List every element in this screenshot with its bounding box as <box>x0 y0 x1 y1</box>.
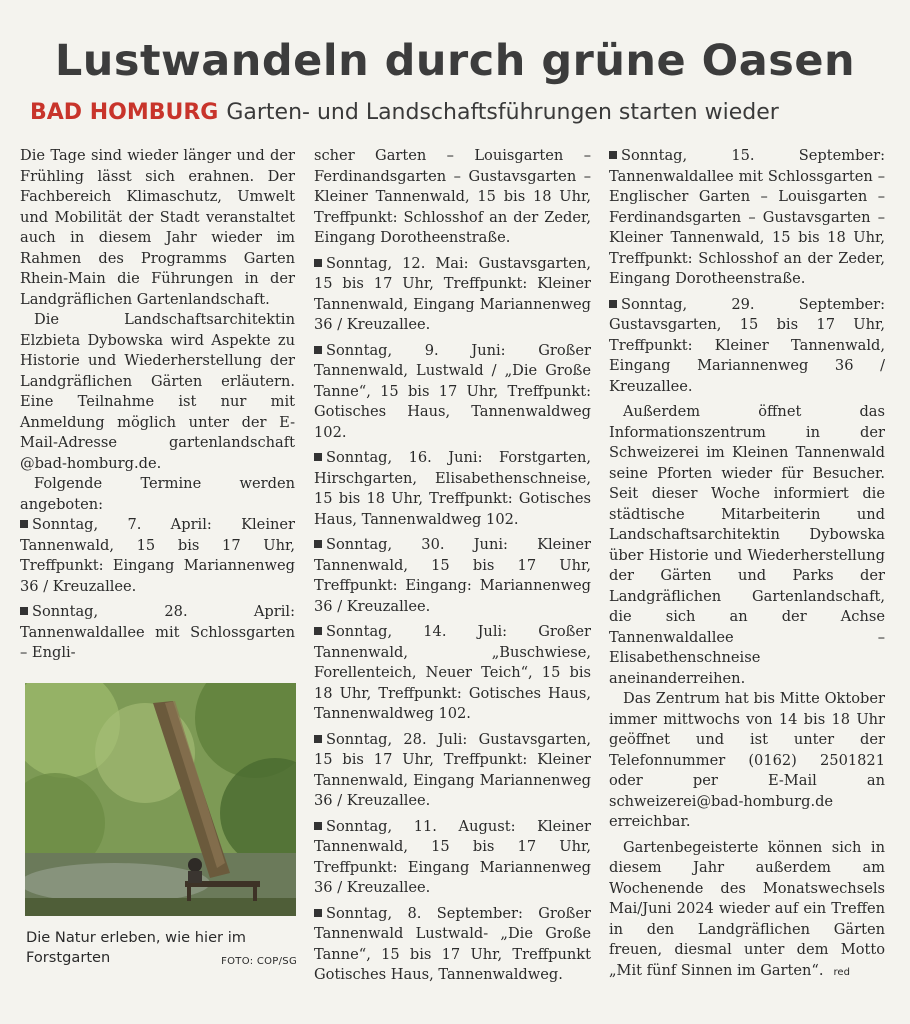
appointment-item <box>20 515 295 597</box>
subheadline-row <box>30 100 890 125</box>
appointment-text: Sonntag, 7. April: Kleiner Tannenwald, 15 bis 17 Uhr, Treffpunkt: Eingang Mariannenweg 36 / Kreuzallee. <box>20 516 295 595</box>
paragraph-text: Gartenbegeisterte können sich in diesem Jahr außerdem am Wochenende des Monatswechsels Mai/Juni 2024 wieder auf ein Treffen in den Landgräflichen Gärten freuen, diesmal unter dem Motto „Mit fünf Sinnen im Garten“. <box>609 838 885 979</box>
appointment-text: Sonntag, 11. August: Kleiner Tannenwald, 15 bis 17 Uhr, Treffpunkt: Eingang Mariannenweg 36 / Kreuzallee. <box>314 817 591 896</box>
photo-credit: FOTO: COP/SG <box>221 956 297 967</box>
bullet-square-icon <box>609 151 617 159</box>
appointment-item <box>609 295 885 398</box>
appointment-item <box>314 730 591 812</box>
appointment-text: Sonntag, 8. September: Großer Tannenwald Lustwald- „Die Große Tanne“, 15 bis 17 Uhr, Treffpunkt Gotisches Haus, Tannenwaldweg. <box>314 904 591 983</box>
bullet-square-icon <box>314 627 322 635</box>
bullet-square-icon <box>314 453 322 461</box>
appointment-text: Sonntag, 16. Juni: Forstgarten, Hirschgarten, Elisabethenschneise, 15 bis 18 Uhr, Treffpunkt: Gotisches Haus, Tannenwaldweg 102. <box>314 449 591 528</box>
adjacent-article-edge <box>904 140 910 380</box>
appointment-text: Sonntag, 14. Juli: Großer Tannenwald, „Buschwiese, Forellenteich, Neuer Teich“, 15 bis 18 Uhr, Treffpunkt: Gotisches Haus, Tannenwaldweg 102. <box>314 623 591 722</box>
appointment-text: Sonntag, 9. Juni: Großer Tannenwald, Lustwald / „Die Große Tanne“, 15 bis 17 Uhr, Treffpunkt: Gotisches Haus, Tannenwaldweg 102. <box>314 341 591 441</box>
paragraph: scher Garten – Louisgarten – Ferdinandsgarten – Gustavsgarten – Kleiner Tannenwald, 15 bis 18 Uhr, Treffpunkt: Schlosshof an der Zeder, Eingang Dorotheenstraße. <box>314 147 591 246</box>
paragraph: Folgende Termine werden angeboten: <box>20 475 295 513</box>
appointment-text: Sonntag, 28. April: Tannenwaldallee mit Schlossgarten – Engli- <box>20 603 295 661</box>
bullet-square-icon <box>314 540 322 548</box>
appointment-text: Sonntag, 30. Juni: Kleiner Tannenwald, 15 bis 17 Uhr, Treffpunkt: Eingang: Mariannenweg 36 / Kreuzallee. <box>314 536 591 615</box>
appointment-item <box>314 904 591 986</box>
bullet-square-icon <box>314 259 322 267</box>
photo-caption: Die Natur erleben, wie hier im Forstgarten <box>26 929 246 966</box>
bullet-square-icon <box>20 607 28 615</box>
bullet-square-icon <box>609 300 617 308</box>
subheadline: Garten- und Landschaftsführungen starten wieder <box>226 100 779 125</box>
appointment-item <box>314 817 591 899</box>
appointment-text: Sonntag, 15. September: Tannenwaldallee mit Schlossgarten – Englischer Garten – Louisgarten – Ferdinandsgarten – Gustavsgarten – Kleiner Tannenwald, 15 bis 18 Uhr, Treffpunkt: Schlosshof an der Zeder, Eingang Dorotheenstraße. <box>609 147 885 287</box>
bullet-square-icon <box>314 735 322 743</box>
appointment-item <box>314 448 591 530</box>
bullet-square-icon <box>20 520 28 528</box>
bullet-square-icon <box>314 822 322 830</box>
appointment-item <box>20 602 295 664</box>
paragraph: Das Zentrum hat bis Mitte Oktober immer mittwochs von 14 bis 18 Uhr geöffnet und ist unter der Telefonnummer (0162) 2501821 oder per E-Mail an schweizerei@bad-homburg.de erreichbar. <box>609 690 885 830</box>
column-2 <box>314 146 591 986</box>
appointment-item <box>314 254 591 336</box>
appointment-item <box>314 341 591 444</box>
appointment-text: Sonntag, 12. Mai: Gustavsgarten, 15 bis 17 Uhr, Treffpunkt: Kleiner Tannenwald, Eingang Mariannenweg 36 / Kreuzallee. <box>314 254 591 333</box>
appointment-text: Sonntag, 29. September: Gustavsgarten, 15 bis 17 Uhr, Treffpunkt: Kleiner Tannenwald, Eingang Mariannenweg 36 / Kreuzallee. <box>609 295 885 395</box>
bullet-square-icon <box>314 346 322 354</box>
appointment-item <box>314 622 591 725</box>
paragraph <box>609 838 885 984</box>
appointment-item <box>609 146 885 290</box>
appointment-item <box>314 535 591 617</box>
paragraph: Die Landschaftsarchitektin Elzbieta Dybowska wird Aspekte zu Historie und Wiederherstellung der Landgräflichen Gärten erläutern. Eine Teilnahme ist nur mit Anmeldung möglich unter der E-Mail-Adresse gartenlandschaft @bad-homburg.de. <box>20 311 295 472</box>
column-3 <box>609 146 885 983</box>
photo-forstgarten <box>25 683 296 916</box>
bullet-square-icon <box>314 909 322 917</box>
author-abbreviation: red <box>833 966 850 978</box>
column-1 <box>20 146 295 664</box>
paragraph: Die Tage sind wieder länger und der Frühling lässt sich erahnen. Der Fachbereich Klimaschutz, Umwelt und Mobilität der Stadt veranstaltet auch in diesem Jahr wieder im Rahmen des Programms Garten Rhein-Main die Führungen in der Landgräflichen Gartenlandschaft. <box>20 147 295 308</box>
headline: Lustwandeln durch grüne Oasen <box>54 36 856 86</box>
kicker-location: BAD HOMBURG <box>30 100 219 125</box>
photo-caption-block <box>26 928 301 968</box>
appointment-text: Sonntag, 28. Juli: Gustavsgarten, 15 bis 17 Uhr, Treffpunkt: Kleiner Tannenwald, Eingang Mariannenweg 36 / Kreuzallee. <box>314 730 591 809</box>
paragraph: Außerdem öffnet das Informationszentrum in der Schweizerei im Kleinen Tannenwald seine Pforten wieder für Besucher. Seit dieser Woche informiert die städtische Mitarbeiterin und Landschaftsarchitektin Dybowska über Historie und Wiederherstellung der Gärten und Parks der Landgräflichen Gartenlandschaft, die sich an der Achse Tannenwaldallee – Elisabethenschneise aneinanderreihen. <box>609 403 885 687</box>
